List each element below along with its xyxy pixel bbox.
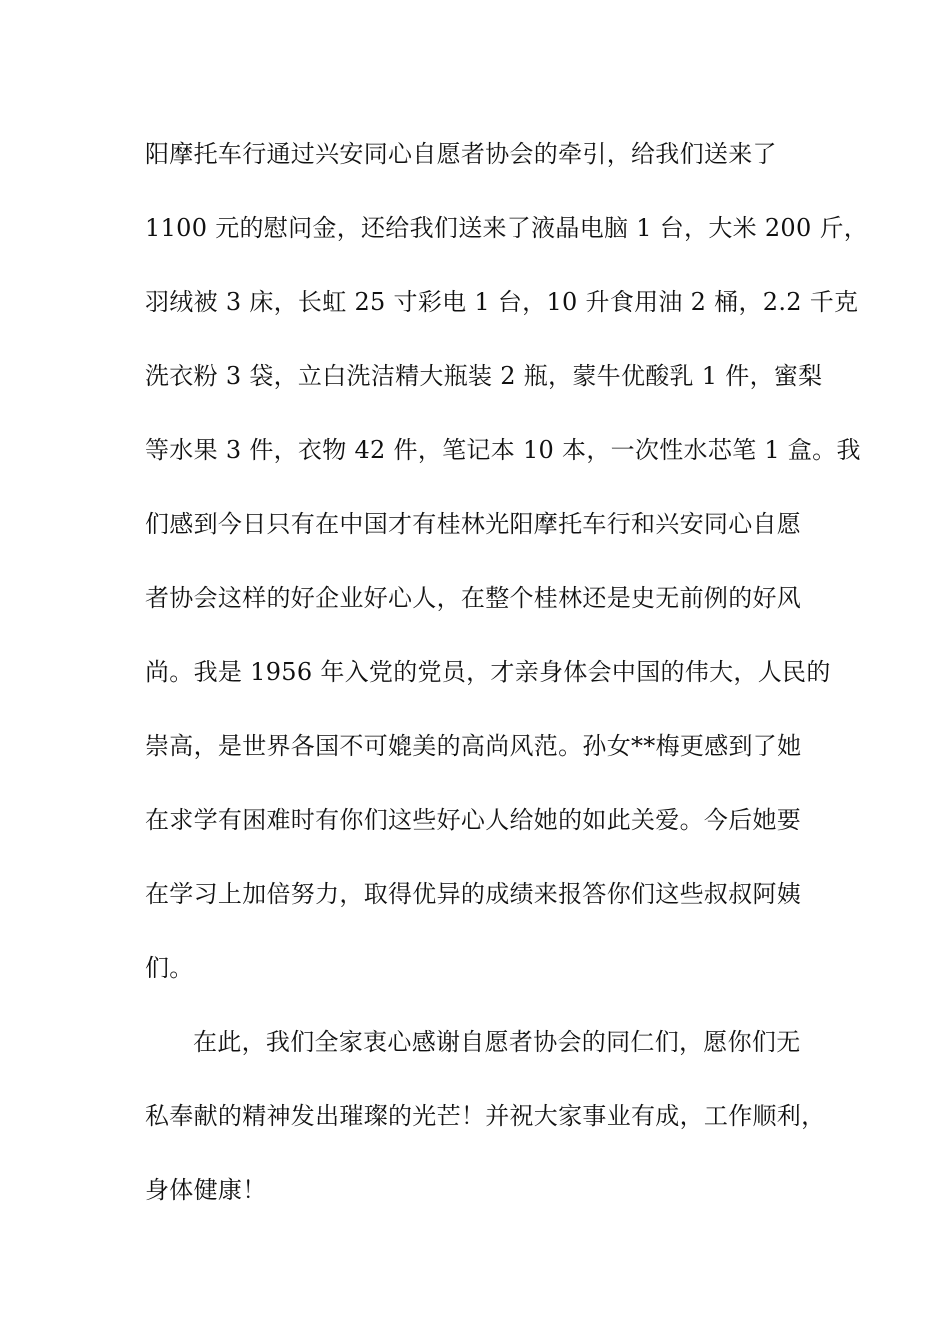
text-line: 羽绒被 3 床，长虹 25 寸彩电 1 台，10 升食用油 2 桶，2.2 千克 — [145, 288, 859, 316]
text-line: 们。 — [145, 954, 194, 982]
text-line: 私奉献的精神发出璀璨的光芒！并祝大家事业有成，工作顺利， — [145, 1102, 826, 1130]
text-line: 崇高，是世界各国不可媲美的高尚风范。孙女**梅更感到了她 — [145, 732, 802, 760]
text-line: 身体健康！ — [145, 1176, 267, 1204]
text-line: 者协会这样的好企业好心人，在整个桂林还是史无前例的好风 — [145, 584, 802, 612]
text-line: 们感到今日只有在中国才有桂林光阳摩托车行和兴安同心自愿 — [145, 510, 802, 538]
paragraph-first-line: 在此，我们全家衷心感谢自愿者协会的同仁们，愿你们无 — [193, 1028, 801, 1056]
text-line: 等水果 3 件，衣物 42 件，笔记本 10 本，一次性水芯笔 1 盒。我 — [145, 436, 861, 464]
text-line: 尚。我是 1956 年入党的党员，才亲身体会中国的伟大，人民的 — [145, 658, 831, 686]
text-line: 1100 元的慰问金，还给我们送来了液晶电脑 1 台，大米 200 斤， — [145, 214, 869, 242]
text-line: 在求学有困难时有你们这些好心人给她的如此关爱。今后她要 — [145, 806, 802, 834]
text-line: 阳摩托车行通过兴安同心自愿者协会的牵引，给我们送来了 — [145, 140, 777, 168]
text-line: 在学习上加倍努力，取得优异的成绩来报答你们这些叔叔阿姨 — [145, 880, 802, 908]
text-line: 洗衣粉 3 袋，立白洗洁精大瓶装 2 瓶，蒙牛优酸乳 1 件，蜜梨 — [145, 362, 823, 390]
